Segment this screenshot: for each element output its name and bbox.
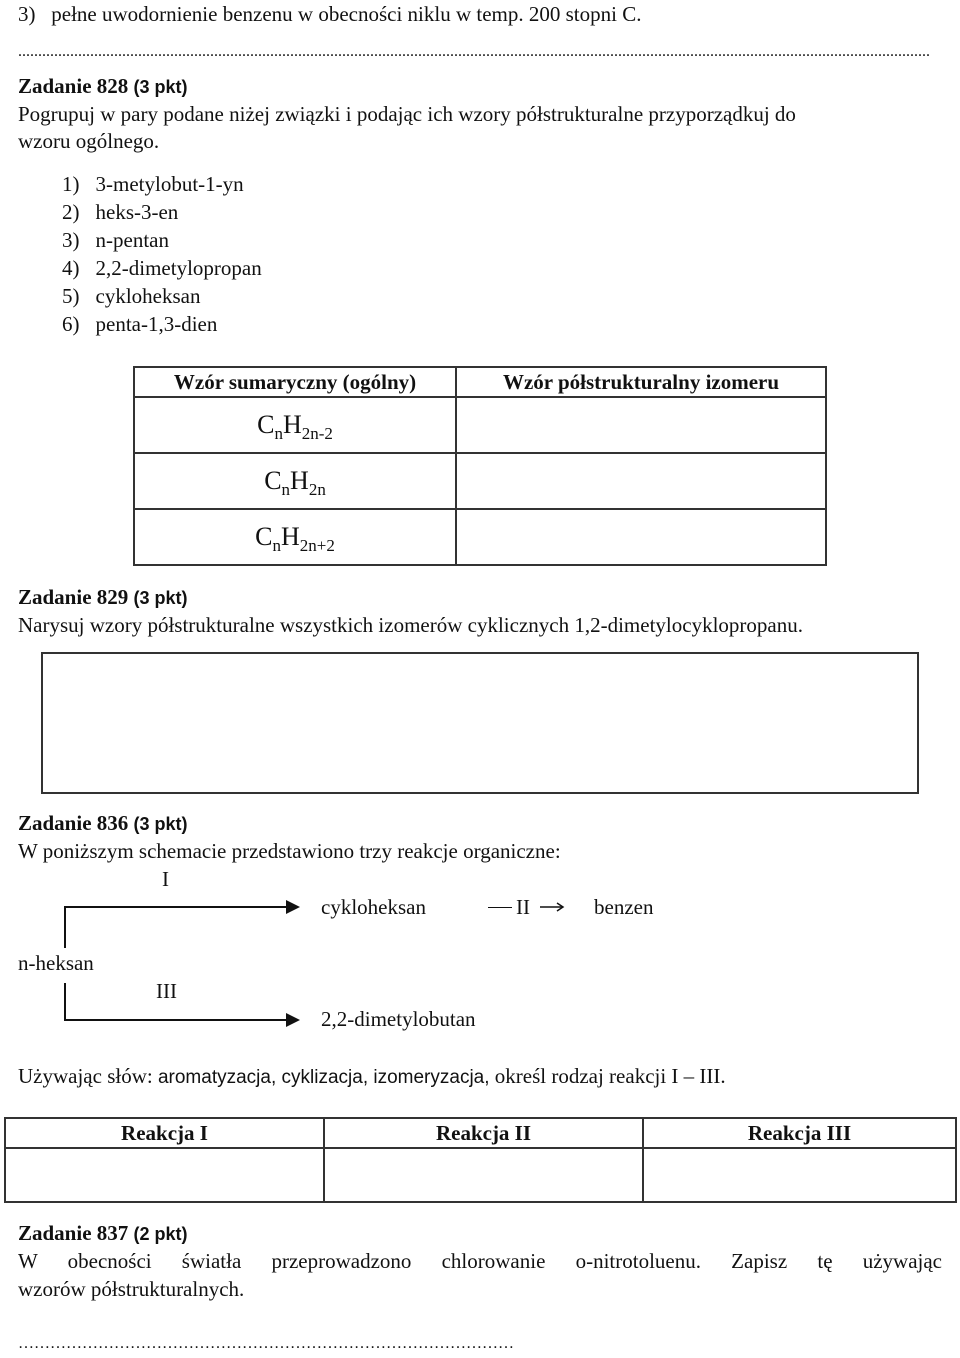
task-title: Zadanie 836 xyxy=(18,811,129,835)
list-item: 5) cykloheksan xyxy=(62,284,201,308)
answer-dots: .................................................................................................................................................................................................................................... xyxy=(18,44,930,60)
list-item: 2) heks-3-en xyxy=(62,200,179,224)
substrate-n-hexane: n-heksan xyxy=(18,951,94,975)
scheme-line xyxy=(488,907,512,908)
task-text: W poniższym schemacie przedstawiono trzy reakcje organiczne: xyxy=(18,839,561,863)
answer-cell[interactable] xyxy=(324,1148,643,1202)
task-points: (3 pkt) xyxy=(133,588,188,608)
general-formula: $C_nH_{2n}$ xyxy=(264,466,326,499)
arrow-right-icon xyxy=(540,901,568,913)
arrowhead-icon xyxy=(286,900,302,914)
task-text: Pogrupuj w pary podane niżej związki i podając ich wzory półstrukturalne przyporządkuj do xyxy=(18,102,796,126)
scheme-line xyxy=(64,1019,290,1021)
product-cyclohexane: cykloheksan xyxy=(321,895,426,919)
formula-cell xyxy=(134,397,456,453)
answer-cell[interactable] xyxy=(5,1148,324,1202)
answer-dots: ………………………………………………………………………………… xyxy=(18,1336,514,1352)
column-header: Reakcja I xyxy=(5,1118,324,1148)
reaction-type-table xyxy=(4,1117,957,1203)
column-header: Wzór półstrukturalny izomeru xyxy=(456,367,826,397)
product-dimethylbutane: 2,2-dimetylobutan xyxy=(321,1007,476,1031)
task-text: wzorów półstrukturalnych. xyxy=(18,1277,245,1301)
answer-cell[interactable] xyxy=(643,1148,956,1202)
task-836-heading xyxy=(18,813,188,834)
answer-box[interactable] xyxy=(41,652,919,794)
task-title: Zadanie 829 xyxy=(18,585,129,609)
column-header: Reakcja II xyxy=(324,1118,643,1148)
answer-cell[interactable] xyxy=(456,509,826,565)
scheme-line xyxy=(64,906,290,908)
general-formula: $C_nH_{2n-2}$ xyxy=(257,410,333,443)
task-828-heading xyxy=(18,76,188,97)
scheme-line xyxy=(64,906,66,948)
list-item: 1) 3-metylobut-1-yn xyxy=(62,172,244,196)
formula-cell xyxy=(134,509,456,565)
task-829-heading xyxy=(18,587,188,608)
formula-cell xyxy=(134,453,456,509)
task-text: wzoru ogólnego. xyxy=(18,129,160,153)
answer-cell[interactable] xyxy=(456,453,826,509)
arrowhead-icon xyxy=(286,1013,302,1027)
task-points: (3 pkt) xyxy=(133,77,188,97)
formula-table xyxy=(133,366,827,566)
general-formula: $C_nH_{2n+2}$ xyxy=(255,522,335,555)
list-item: 4) 2,2-dimetylopropan xyxy=(62,256,262,280)
list-item: 3) n-pentan xyxy=(62,228,169,252)
reaction-label-II: II xyxy=(516,895,530,919)
instruction-text: Używając słów: aromatyzacja, cyklizacja, izomeryzacja, określ rodzaj reakcji I – III. xyxy=(18,1064,726,1088)
scheme-line xyxy=(64,983,66,1021)
keyword-list: aromatyzacja, cyklizacja, izomeryzacja, xyxy=(157,1067,490,1088)
task-points: (2 pkt) xyxy=(133,1224,188,1244)
previous-task-line: 3) pełne uwodornienie benzenu w obecności niklu w temp. 200 stopni C. xyxy=(18,2,642,26)
task-title: Zadanie 837 xyxy=(18,1221,129,1245)
reaction-label-III: III xyxy=(156,979,177,1003)
task-text: W obecności światła przeprowadzono chlorowanie o-nitrotoluenu. Zapisz tę używając xyxy=(18,1249,942,1273)
column-header: Reakcja III xyxy=(643,1118,956,1148)
answer-cell[interactable] xyxy=(456,397,826,453)
list-item: 6) penta-1,3-dien xyxy=(62,312,218,336)
task-title: Zadanie 828 xyxy=(18,74,129,98)
product-benzene: benzen xyxy=(594,895,654,919)
task-points: (3 pkt) xyxy=(133,814,188,834)
task-837-heading xyxy=(18,1223,188,1244)
task-text: Narysuj wzory półstrukturalne wszystkich izomerów cyklicznych 1,2-dimetylocyklopropanu. xyxy=(18,613,803,637)
column-header: Wzór sumaryczny (ogólny) xyxy=(134,367,456,397)
reaction-label-I: I xyxy=(162,867,169,891)
